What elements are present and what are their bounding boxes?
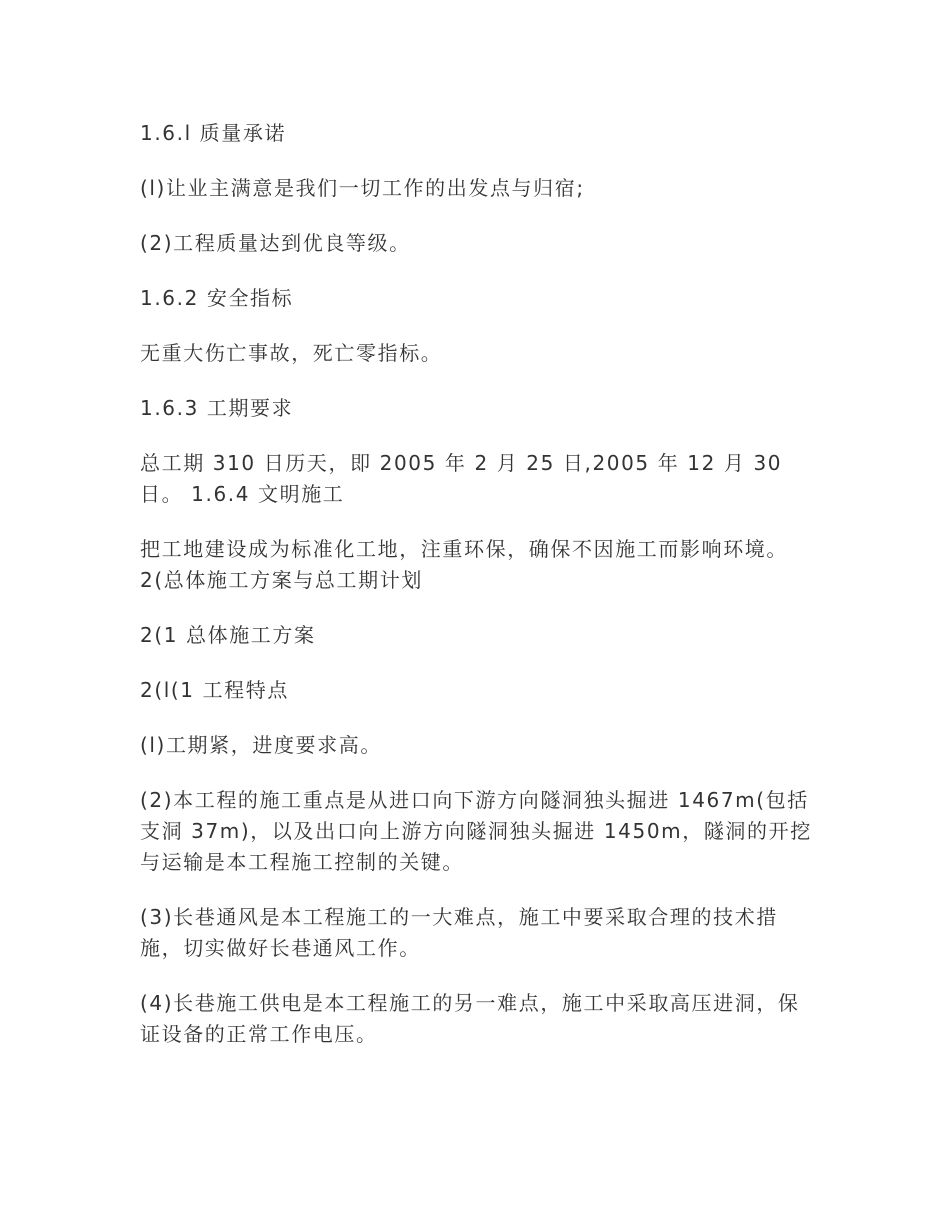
heading-schedule-requirement: 1.6.3 工期要求	[140, 396, 294, 420]
heading-overall-plan: 2(1 总体施工方案	[140, 623, 316, 647]
paragraph-schedule: 总工期 310 日历天，即 2005 年 2 月 25 日,2005 年 12 月 30 日。 1.6.4 文明施工	[140, 451, 783, 506]
paragraph-feature-4: (4)长巷施工供电是本工程施工的另一难点，施工中采取高压进洞，保证设备的正常工作电压。	[140, 991, 800, 1046]
heading-project-features: 2(l(1 工程特点	[140, 678, 289, 702]
heading-safety-target: 1.6.2 安全指标	[140, 286, 294, 310]
paragraph-feature-2: (2)本工程的施工重点是从进口向下游方向隧洞独头掘进 1467m(包括支洞 37m)，以及出口向上游方向隧洞独头掘进 1450m，隧洞的开挖与运输是本工程施工控制的关键。	[140, 788, 812, 874]
paragraph-quality-grade: (2)工程质量达到优良等级。	[140, 231, 411, 255]
paragraph-owner-satisfaction: (l)让业主满意是我们一切工作的出发点与归宿;	[140, 176, 585, 200]
document-body	[140, 118, 820, 1074]
heading-quality-commitment: 1.6.l 质量承诺	[140, 121, 287, 145]
paragraph-safety-target: 无重大伤亡事故，死亡零指标。	[140, 341, 443, 365]
paragraph-feature-1: (l)工期紧，进度要求高。	[140, 733, 382, 757]
paragraph-feature-3: (3)长巷通风是本工程施工的一大难点，施工中要采取合理的技术措施，切实做好长巷通风工作。	[140, 905, 778, 960]
paragraph-civilized-construction: 把工地建设成为标准化工地，注重环保，确保不因施工而影响环境。 2(总体施工方案与总工期计划	[140, 537, 788, 592]
